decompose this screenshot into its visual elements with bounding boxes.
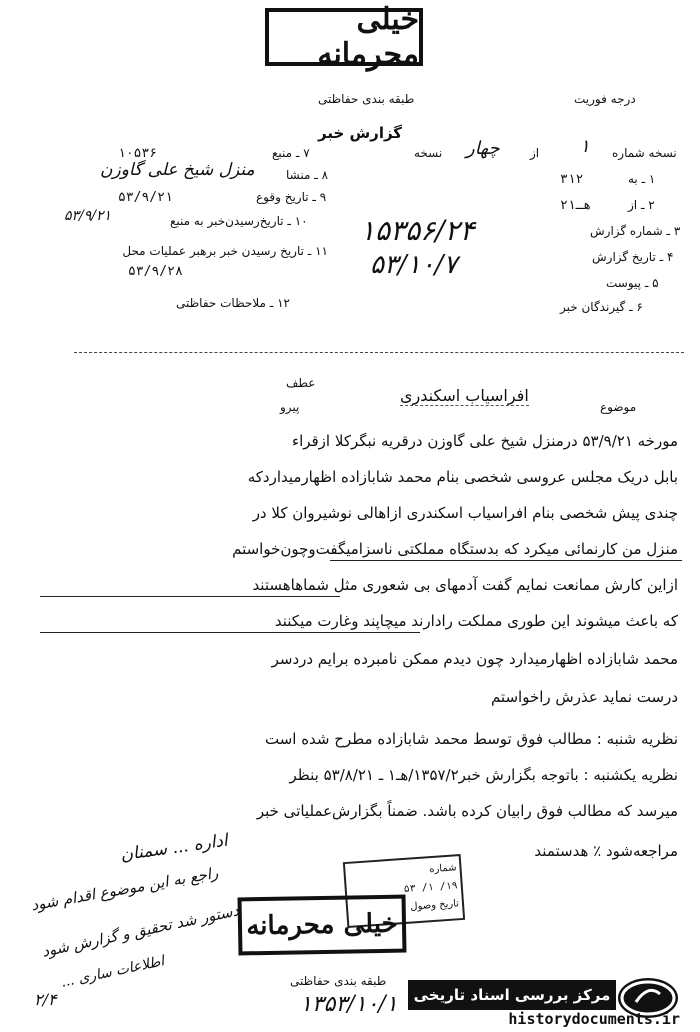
underline-mark	[40, 632, 420, 633]
report-date-label: ۴ ـ تاریخ گزارش	[592, 250, 674, 264]
bottom-date: ۱۳۵۳/۱۰/۱	[300, 992, 398, 1017]
copy-number-label: نسخه شماره	[612, 146, 677, 160]
reg-stamp-line: شماره	[428, 862, 457, 876]
field-origin-value: منزل شیخ علی گاوزن	[100, 160, 255, 180]
field-arrival-source-value: ۵۳/۹/۲۱	[64, 208, 112, 224]
top-classification-stamp	[265, 2, 423, 72]
field-to-value: ۳۱۲	[560, 172, 584, 187]
classification-label: طبقه بندی حفاظتی	[318, 92, 415, 106]
opinion-line: میرسد که مطالب فوق رابیان کرده باشد. ضمناً بگزارش‌عملیاتی خبر	[256, 802, 678, 820]
watermark-url: historydocuments.ir	[508, 1010, 680, 1028]
handwritten-top-note: اداره ... سمنان	[119, 830, 229, 866]
body-line: چندی پیش شخصی بنام افراسیاب اسکندری ازاهالی نوشیروان کلا در	[252, 504, 678, 522]
body-line: درست نماید عذرش راخواستم	[490, 688, 678, 706]
atf-value: پیرو	[280, 400, 300, 414]
handwritten-line: اطلاعات ساری ...	[59, 953, 166, 991]
copy-of-value: چهار	[466, 138, 500, 159]
field-protection-label: ۱۲ ـ ملاحظات حفاظتی	[176, 296, 290, 310]
recipients-label: ۶ ـ گیرندگان خبر	[560, 300, 643, 314]
body-line: بابل دریک مجلس عروسی شخصی بنام محمد شابازاده اظهارمیداردکه	[247, 468, 678, 486]
body-line: مورخه ۵۳/۹/۲۱ درمنزل شیخ علی گاوزن درقریه نبگرکلا ازقراء	[292, 432, 678, 450]
attachment-label: ۵ ـ پیوست	[606, 276, 659, 290]
atf-label: عطف	[286, 376, 316, 390]
field-origin-label: ۸ ـ منشا	[286, 168, 329, 182]
copy-number-value: ۱	[580, 136, 590, 157]
underline-mark	[330, 560, 682, 561]
separator-line	[74, 352, 684, 353]
handwritten-signature: ۲/۴	[34, 990, 57, 1009]
field-occurrence-date-label: ۹ ـ تاریخ وقوع	[256, 190, 327, 204]
field-arrival-leader-value: ۵۳/۹/۲۸	[128, 264, 183, 279]
subject-label: موضوع	[600, 400, 637, 414]
body-line: منزل من کارنمائی میکرد که بدستگاه مملکتی ناسزامیگفت‌وچون‌خواستم	[232, 540, 678, 558]
bottom-classification-label: طبقه بندی حفاظتی	[290, 974, 387, 988]
field-arrival-leader-label: ۱۱ ـ تاریخ رسیدن خبر برهبر عملیات محل	[122, 244, 328, 258]
field-arrival-source-label: ۱۰ ـ تاریخ‌رسیدن‌خبر به منبع	[170, 214, 308, 228]
report-number-value: ۱۵۳۵۶/۲۴	[360, 214, 475, 247]
opinion-line: نظریه یکشنبه : باتوجه بگزارش خبر۱۳۵۷/۲/هـ۱ ـ ۵۳/۸/۲۱ بنظر	[289, 766, 678, 784]
handwritten-line: راجع به این موضوع اقدام شود	[29, 863, 220, 915]
reg-stamp-line: ۱۹/ ۱/ ۵۳	[403, 880, 459, 896]
opinion-line: نظریه شنبه : مطالب فوق توسط محمد شابازاده مطرح شده است	[264, 730, 678, 748]
copy-of-label: از	[530, 146, 540, 160]
handwritten-line: دستور شد تحقیق و گزارش شود	[40, 901, 241, 961]
body-line: که باعث میشوند این طوری مملکت رادارند میچاپند وغارت میکنند	[274, 612, 678, 630]
body-line: محمد شابازاده اظهارمیدارد چون دیدم ممکن نامبرده برایم دردسر	[271, 650, 678, 668]
underline-mark	[40, 596, 340, 597]
subject-value: افراسیاب اسکندری	[400, 386, 529, 405]
report-title: گزارش خبر	[318, 124, 403, 142]
field-from-label: ۲ ـ از	[628, 198, 655, 212]
copy-label: نسخه	[414, 146, 443, 160]
bottom-stamp-text: خیلی محرمانه	[246, 908, 398, 942]
field-from-value: ۲هـ۱	[560, 198, 592, 213]
report-number-label: ۳ ـ شماره گزارش	[590, 224, 681, 238]
report-date-value: ۵۳/۱۰/۷	[370, 250, 458, 280]
degree-label: درجه فوریت	[574, 92, 636, 106]
reg-stamp-line: تاریخ وصول	[409, 898, 460, 913]
field-to-label: ۱ ـ به	[628, 172, 656, 186]
field-occurrence-date-value: ۵۳/۹/۲۱	[118, 190, 173, 205]
top-stamp-text: خیلی محرمانه	[317, 2, 419, 72]
watermark-title: مرکز بررسی اسناد تاریخی	[408, 980, 616, 1010]
field-source-value: ۱۰۵۳۶	[118, 146, 158, 161]
opinion-line: مراجعه‌شود ٪ هدستمند	[534, 842, 678, 860]
body-line: ازاین کارش ممانعت نمایم گفت آدمهای بی شعوری مثل شماهاهستند	[252, 576, 678, 594]
field-source-label: ۷ ـ منبع	[272, 146, 310, 160]
bottom-classification-stamp	[238, 895, 407, 956]
